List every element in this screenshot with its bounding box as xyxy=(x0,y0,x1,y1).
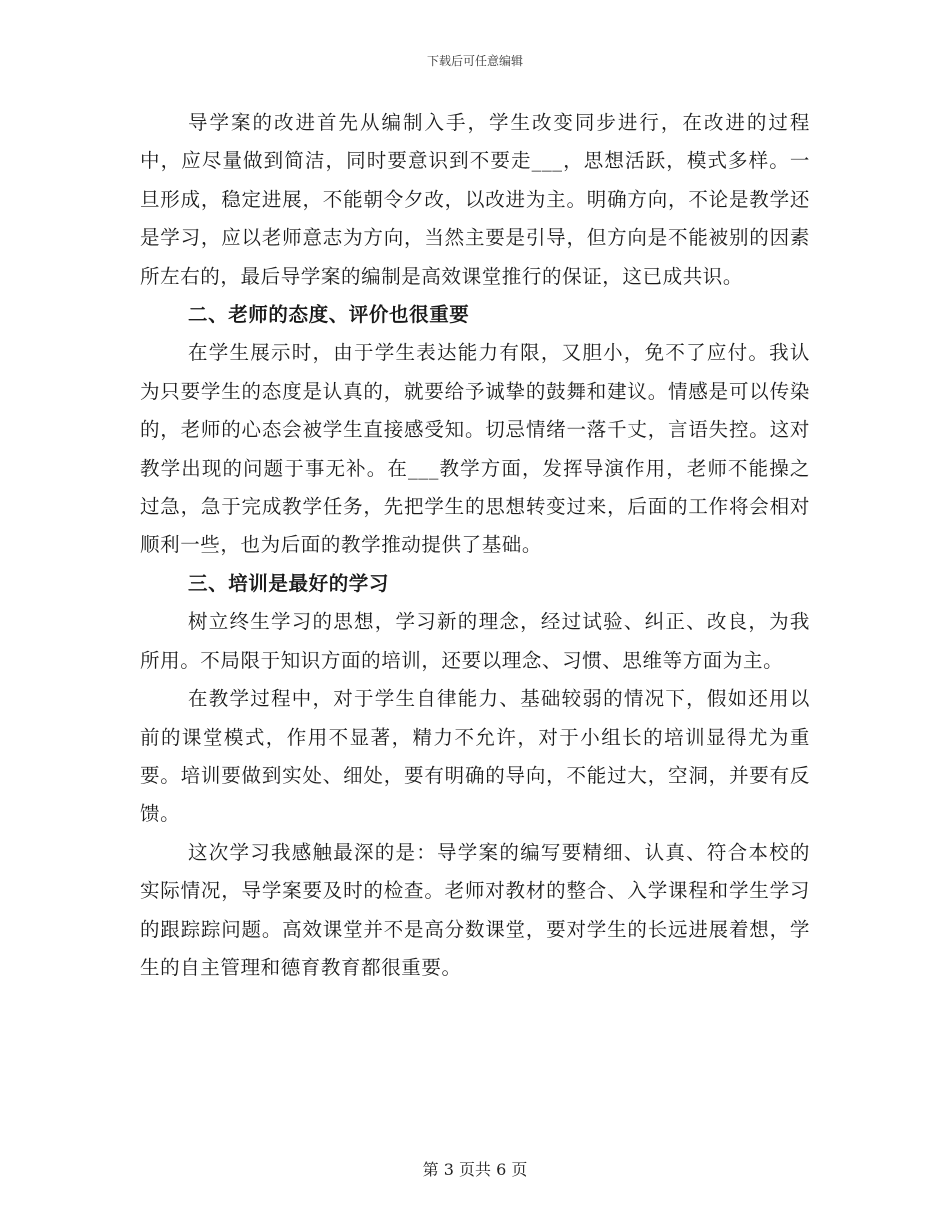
paragraph-4: 在教学过程中，对于学生自律能力、基础较弱的情况下，假如还用以前的课堂模式，作用不显著，精力不允许，对于小组长的培训显得尤为重要。培训要做到实处、细处，要有明确的导向，不能过大，空洞，并要有反馈。 xyxy=(140,687,810,826)
paragraph-3: 树立终生学习的思想，学习新的理念，经过试验、纠正、改良，为我所用。不局限于知识方面的培训，还要以理念、习惯、思维等方面为主。 xyxy=(140,610,810,672)
section-heading-2: 二、老师的态度、评价也很重要 xyxy=(188,303,470,327)
paragraph-5: 这次学习我感触最深的是：导学案的编写要精细、认真、符合本校的实际情况，导学案要及时的检查。老师对教材的整合、入学课程和学生学习的跟踪踪问题。高效课堂并不是高分数课堂，要对学生的长远进展着想，学生的自主管理和德育教育都很重要。 xyxy=(140,840,810,979)
page-footer: 第 3 页共 6 页 xyxy=(422,1160,528,1179)
page-header: 下载后可任意编辑 xyxy=(426,54,523,68)
document-body xyxy=(140,104,810,987)
paragraph-2: 在学生展示时，由于学生表达能力有限，又胆小，免不了应付。我认为只要学生的态度是认真的，就要给予诚挚的鼓舞和建议。情感是可以传染的，老师的心态会被学生直接感受知。切忌情绪一落千丈，言语失控。这对教学出现的问题于事无补。在___教学方面，发挥导演作用，老师不能操之过急，急于完成教学任务，先把学生的思想转变过来，后面的工作将会相对顺利一些，也为后面的教学推动提供了基础。 xyxy=(140,341,810,557)
paragraph-1: 导学案的改进首先从编制入手，学生改变同步进行，在改进的过程中，应尽量做到简洁，同时要意识到不要走___，思想活跃，模式多样。一旦形成，稳定进展，不能朝令夕改，以改进为主。明确方向，不论是教学还是学习，应以老师意志为方向，当然主要是引导，但方向是不能被别的因素所左右的，最后导学案的编制是高效课堂推行的保证，这已成共识。 xyxy=(140,111,810,288)
section-heading-3: 三、培训是最好的学习 xyxy=(188,571,390,595)
